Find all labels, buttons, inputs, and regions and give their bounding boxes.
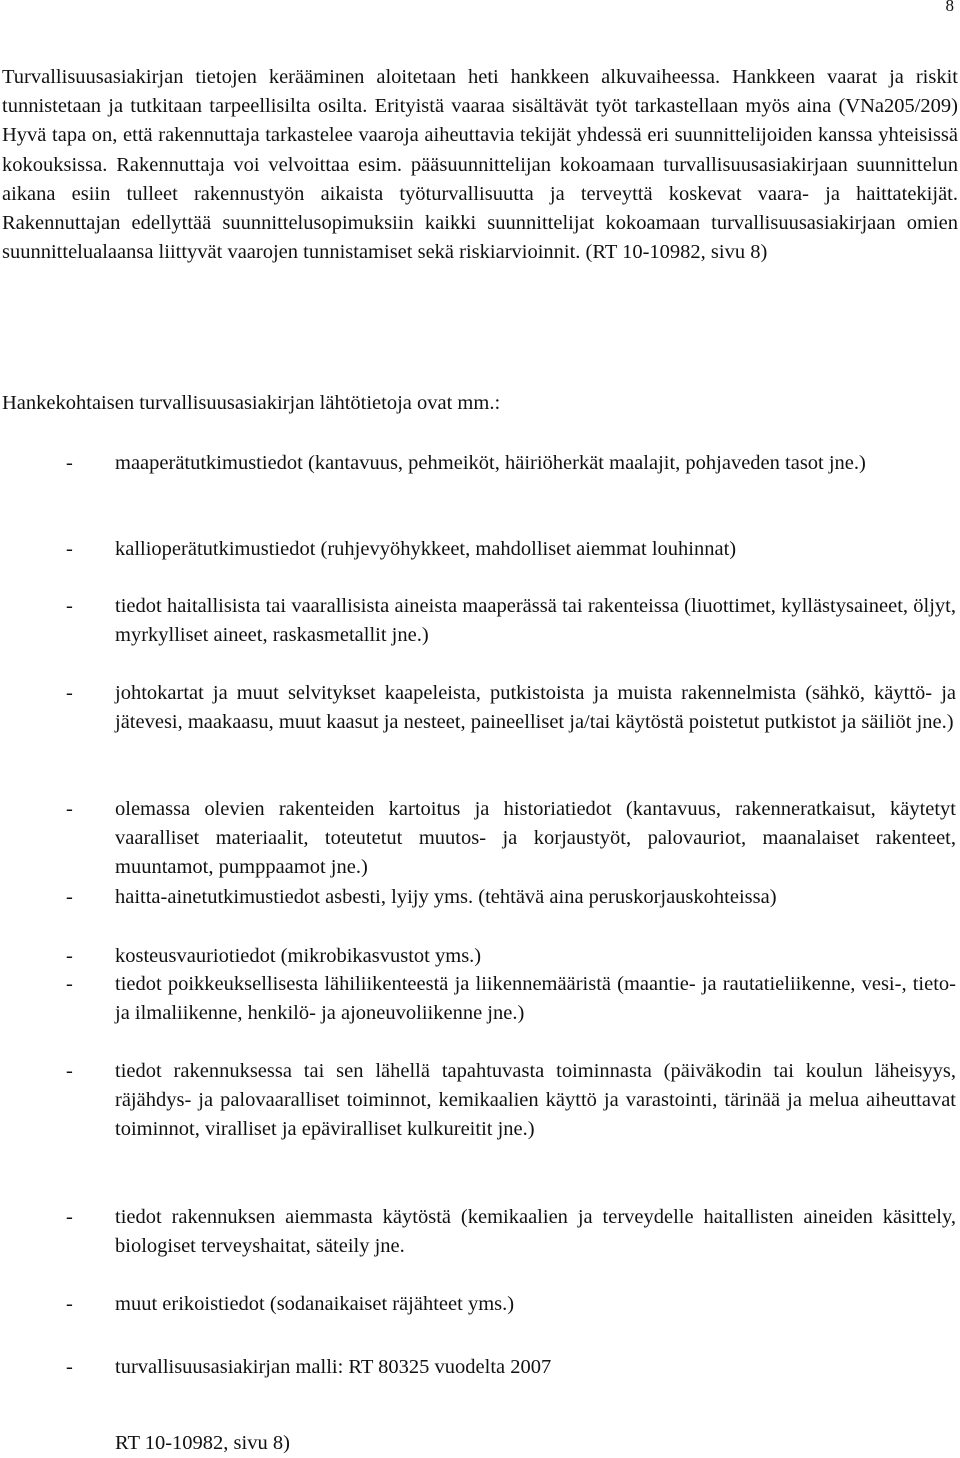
list-item-text: haitta-ainetutkimustiedot asbesti, lyijy yms. (tehtävä aina peruskorjauskohteissa) — [115, 886, 777, 908]
list-dash: - — [66, 973, 73, 995]
list-item-text: kosteusvauriotiedot (mikrobikasvustot yms.) — [115, 945, 482, 967]
list-dash: - — [66, 1060, 73, 1082]
list-item-text: johtokartat ja muut selvitykset kaapeleista, putkistoista ja muista rakennelmista (sähkö, käyttö- ja jätevesi, maakaasu, muut kaasut ja nesteet, paineelliset ja/tai käytöstä poistetut putkistot ja säiliöt jne.) — [115, 682, 956, 734]
list-item-text: tiedot rakennuksessa tai sen lähellä tapahtuvasta toiminnasta (päiväkodin tai koulun läheisyys, räjähdys- ja palovaaralliset toiminnot, kemikaalien käyttö ja varastointi, tärinää ja melua aiheuttavat toiminnot, viralliset ja epäviralliset kulkureitit jne.) — [115, 1060, 956, 1141]
list-item-text: muut erikoistiedot (sodanaikaiset räjähteet yms.) — [115, 1293, 515, 1315]
list-dash: - — [66, 595, 73, 617]
list-dash: - — [66, 1206, 73, 1228]
list-dash: - — [66, 886, 73, 908]
intro-paragraph: Turvallisuusasiakirjan tietojen kerääminen aloitetaan heti hankkeen alkuvaiheessa. Hankkeen vaarat ja riskit tunnistetaan ja tutkitaan tarpeellisilta osilta. Erityistä vaaraa sisältävät työt tarkastellaan myös aina (VNa205/209) Hyvä tapa on, että rakennuttaja tarkastelee vaaroja aiheuttavia tekijät yhdessä eri suunnittelijoiden kanssa yhteisissä kokouksissa. Rakennuttaja voi velvoittaa esim. pääsuunnittelijan kokoamaan turvallisuusasiakirjaan suunnittelun aikana esiin tulleet rakennustyön aikaista työturvallisuutta ja terveyttä koskevat vaara- ja haittatekijät. Rakennuttajan edellyttää suunnittelusopimuksiin kaikki suunnittelijat kokoamaan turvallisuusasiakirjaan omien suunnittelualaansa liittyvät vaarojen tunnistamiset sekä riskiarvioinnit. (RT 10-10982, sivu 8) — [2, 66, 958, 264]
list-item-text: tiedot haitallisista tai vaarallisista aineista maaperässä tai rakenteissa (liuottimet, kyllästysaineet, öljyt, myrkylliset aineet, raskasmetallit jne.) — [115, 595, 956, 647]
list-item-text: olemassa olevien rakenteiden kartoitus ja historiatiedot (kantavuus, rakenneratkaisut, käytetyt vaaralliset materiaalit, toteutetut muutos- ja korjaustyöt, palovauriot, maanalaiset rakenteet, muuntamot, pumppaamot jne.) — [115, 798, 956, 879]
list-dash: - — [66, 682, 73, 704]
list-dash: - — [66, 538, 73, 560]
source-reference: RT 10-10982, sivu 8) — [115, 1432, 290, 1454]
page-number: 8 — [945, 0, 954, 15]
list-dash: - — [66, 1356, 73, 1378]
list-item-text: kallioperätutkimustiedot (ruhjevyöhykkeet, mahdolliset aiemmat louhinnat) — [115, 538, 737, 560]
list-item-text: turvallisuusasiakirjan malli: RT 80325 vuodelta 2007 — [115, 1356, 552, 1378]
list-item-text: tiedot rakennuksen aiemmasta käytöstä (kemikaalien ja terveydelle haitallisten aineiden käsittely, biologiset terveyshaitat, säteily jne. — [115, 1206, 956, 1258]
list-dash: - — [66, 945, 73, 967]
list-dash: - — [66, 452, 73, 474]
list-item-text: maaperätutkimustiedot (kantavuus, pehmeiköt, häiriöherkät maalajit, pohjaveden tasot jne.) — [115, 452, 866, 474]
list-dash: - — [66, 798, 73, 820]
list-intro-line: Hankekohtaisen turvallisuusasiakirjan lähtötietoja ovat mm.: — [2, 392, 501, 414]
list-dash: - — [66, 1293, 73, 1315]
list-item-text: tiedot poikkeuksellisesta lähiliikenteestä ja liikennemääristä (maantie- ja rautatieliikenne, vesi-, tieto- ja ilmaliikenne, henkilö- ja ajoneuvoliikenne jne.) — [115, 973, 956, 1025]
